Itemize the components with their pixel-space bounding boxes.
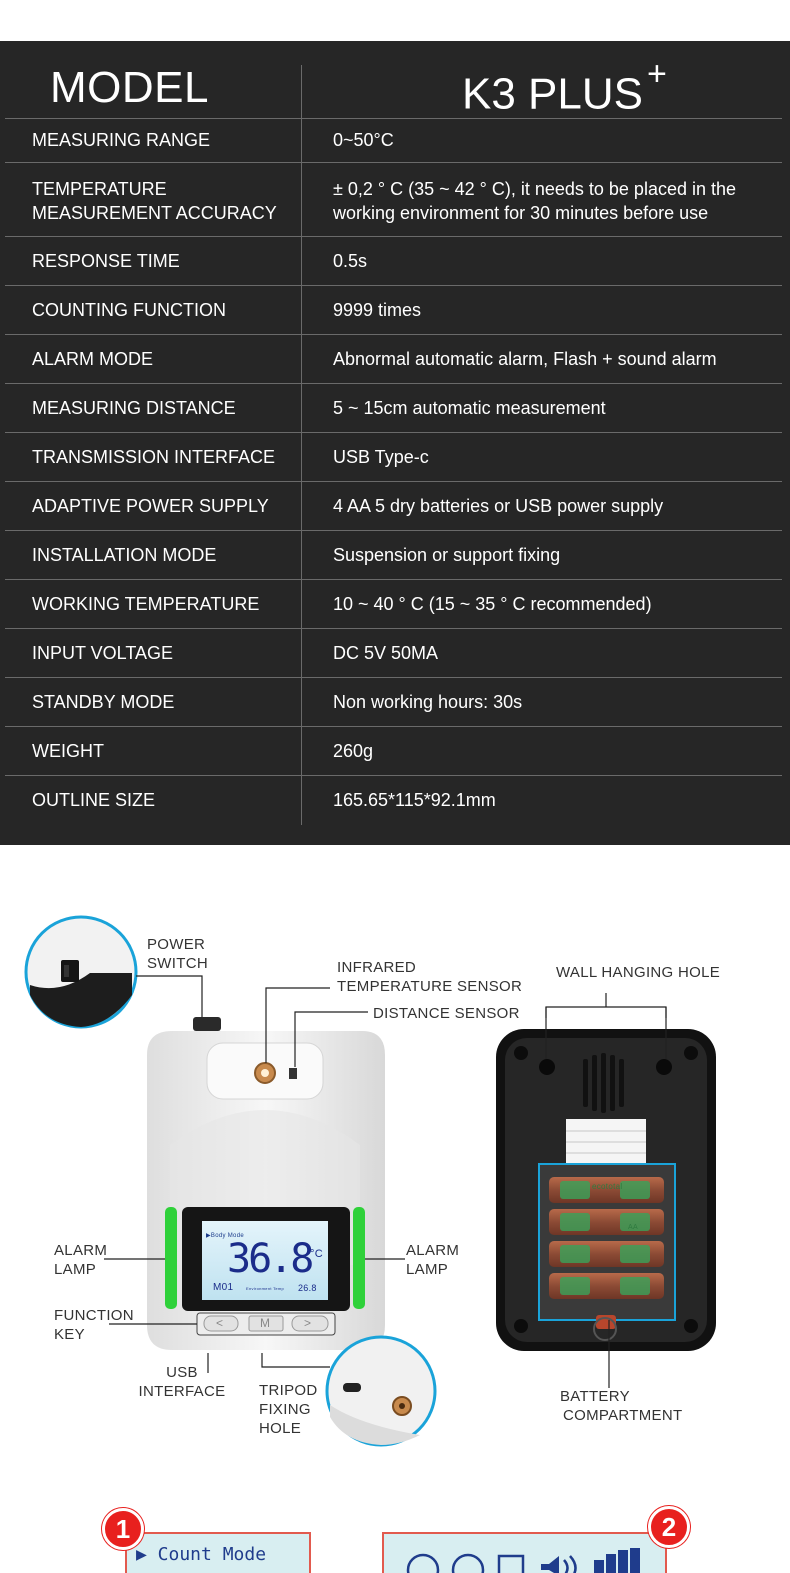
spec-row-transmission	[5, 432, 782, 481]
badge-1: 1	[102, 1508, 144, 1550]
spec-label: ALARM MODE	[32, 349, 154, 369]
distance-sensor-label: DISTANCE SENSOR	[373, 1005, 520, 1022]
spec-row-installation	[5, 530, 782, 579]
spec-value: Non working hours: 30s	[333, 692, 523, 712]
spec-value: 165.65*115*92.1mm	[333, 790, 496, 810]
spec-row-input-voltage	[5, 628, 782, 677]
power-switch-label: POWER SWITCH	[147, 936, 208, 972]
badge-2: 2	[648, 1506, 690, 1548]
battery-size: AA	[628, 1224, 638, 1231]
battery-outline-icon	[499, 1556, 523, 1573]
thermometer-body	[147, 1017, 385, 1350]
spec-value: DC 5V 50MA	[333, 643, 439, 663]
speaker-icon	[541, 1556, 559, 1573]
modes-strip	[0, 1500, 790, 1573]
lcd-reading: 36.8	[227, 1236, 312, 1282]
key-right-button[interactable]: >	[304, 1316, 312, 1330]
spec-value: 0~50°C	[333, 130, 394, 150]
neutral-face-icon	[453, 1555, 483, 1573]
spec-row-accuracy	[5, 162, 782, 236]
spec-row-working-temp	[5, 579, 782, 628]
spec-row-alarm-mode	[5, 334, 782, 383]
device-illustration	[0, 845, 790, 1573]
spec-value: 260g	[333, 741, 374, 761]
spec-label: TRANSMISSION INTERFACE	[32, 447, 276, 467]
spec-row-standby	[5, 677, 782, 726]
spec-label: WORKING TEMPERATURE	[32, 594, 260, 614]
spec-label: WEIGHT	[32, 741, 104, 761]
spec-value: USB Type-c	[333, 447, 429, 467]
spec-value: 9999 times	[333, 300, 422, 320]
spec-label: COUNTING FUNCTION	[32, 300, 226, 320]
spec-row-power-supply	[5, 481, 782, 530]
wall-hanging-hole-label: WALL HANGING HOLE	[556, 964, 721, 981]
battery-compartment-label: BATTERY COMPARTMENT	[560, 1388, 683, 1424]
mode-panel-1-label: ▶ Count Mode	[136, 1544, 267, 1565]
lcd-mode: ▶Body Mode	[206, 1233, 244, 1239]
lcd-env-label: Environment Temp	[246, 1286, 285, 1291]
smile-face-icon	[408, 1555, 438, 1573]
spec-label: INSTALLATION MODE	[32, 545, 217, 565]
power-switch-zoom	[26, 917, 136, 1027]
alarm-lamp-right-label: ALARM LAMP	[406, 1242, 460, 1278]
spec-row-measuring-distance	[5, 383, 782, 432]
tripod-hole-label: TRIPOD FIXING HOLE	[259, 1382, 318, 1437]
signal-bars-icon	[594, 1548, 640, 1573]
spec-value: Suspension or support fixing	[333, 545, 561, 565]
lcd-memory: M01	[213, 1282, 234, 1293]
spec-label: OUTLINE SIZE	[32, 790, 156, 810]
spec-row-outline-size	[5, 775, 782, 824]
spec-label: STANDBY MODE	[32, 692, 175, 712]
spec-value: 4 AA 5 dry batteries or USB power supply	[333, 496, 664, 516]
battery-brand: ecototal	[592, 1182, 623, 1191]
spec-label: RESPONSE TIME	[32, 251, 180, 271]
spec-row-counting	[5, 285, 782, 334]
model-header-label: MODEL	[50, 63, 209, 112]
spec-label: MEASURING DISTANCE	[32, 398, 236, 418]
spec-value: ± 0,2 ° C (35 ~ 42 ° C), it needs to be placed in the working environment for 30 minutes before use	[333, 179, 737, 223]
usb-interface-label: USB INTERFACE	[138, 1364, 226, 1400]
spec-value: Abnormal automatic alarm, Flash + sound alarm	[333, 349, 717, 369]
alarm-lamp-left-label: ALARM LAMP	[54, 1242, 108, 1278]
function-key-label: FUNCTION KEY	[54, 1307, 134, 1343]
device-diagram	[0, 845, 790, 1573]
spec-row-response-time	[5, 236, 782, 285]
spec-row-weight	[5, 726, 782, 775]
spec-value: 5 ~ 15cm automatic measurement	[333, 398, 606, 418]
lcd-env-value: 26.8	[298, 1283, 317, 1293]
lcd-unit: °C	[310, 1248, 323, 1260]
key-mode-button[interactable]: M	[260, 1316, 271, 1330]
spec-row-measuring-range	[5, 118, 782, 162]
tripod-hole-zoom	[327, 1337, 435, 1445]
spec-label: TEMPERATURE MEASUREMENT ACCURACY	[32, 179, 277, 223]
spec-label: ADAPTIVE POWER SUPPLY	[32, 496, 269, 516]
spec-value: 0.5s	[333, 251, 368, 271]
spec-label: MEASURING RANGE	[32, 130, 211, 150]
spec-value: 10 ~ 40 ° C (15 ~ 35 ° C recommended)	[333, 594, 652, 614]
infrared-sensor-label: INFRARED TEMPERATURE SENSOR	[337, 959, 523, 995]
key-left-button[interactable]: <	[216, 1316, 224, 1330]
model-header-value: K3 PLUS +	[462, 55, 667, 119]
spec-table	[0, 41, 790, 845]
spec-label: INPUT VOLTAGE	[32, 643, 174, 663]
